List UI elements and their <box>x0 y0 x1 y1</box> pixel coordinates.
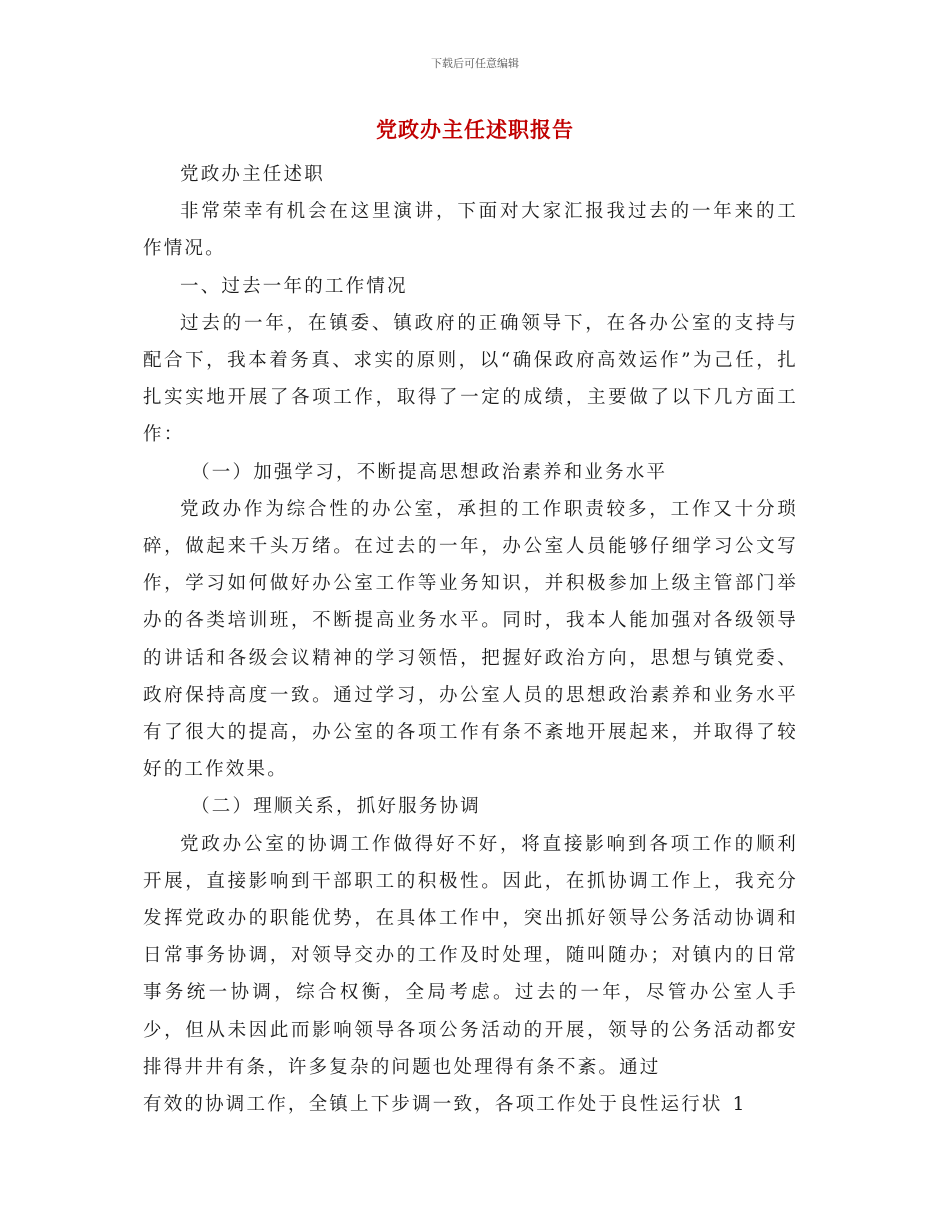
paragraph-overview: 过去的一年，在镇委、镇政府的正确领导下，在各办公室的支持与配合下，我本着务真、求实的原则，以“确保政府高效运作”为己任，扎扎实实地开展了各项工作，取得了一定的成绩，主要做了以下几方面工作： <box>143 312 798 446</box>
paragraph-study: 党政办作为综合性的办公室，承担的工作职责较多，工作又十分琐碎，做起来千头万绪。在过去的一年，办公室人员能够仔细学习公文写作，学习如何做好办公室工作等业务知识，并积极参加上级主管部门举办的各类培训班，不断提高业务水平。同时，我本人能加强对各级领导的讲话和各级会议精神的学习领悟，把握好政治方向，思想与镇党委、政府保持高度一致。通过学习，办公室人员的思想政治素养和业务水平有了很大的提高，办公室的各项工作有条不紊地开展起来，并取得了较好的工作效果。 <box>143 498 798 781</box>
document-body <box>143 156 798 1123</box>
subsection-heading-2: （二）理顺关系，抓好服务协调 <box>191 796 481 818</box>
subsection-heading-1: （一）加强学习，不断提高思想政治素养和业务水平 <box>191 461 668 483</box>
header-note: 下载后可任意编辑 <box>431 57 519 70</box>
paragraph-coordination: 党政办公室的协调工作做得好不好，将直接影响到各项工作的顺利开展，直接影响到干部职工的积极性。因此，在抓协调工作上，我充分发挥党政办的职能优势，在具体工作中，突出抓好领导公务活动协调和日常事务协调，对领导交办的工作及时处理，随叫随办；对镇内的日常事务统一协调，综合权衡，全局考虑。过去的一年，尽管办公室人手少，但从未因此而影响领导各项公务活动的开展，领导的公务活动都安排得井井有条，许多复杂的问题也处理得有条不紊。通过 <box>143 833 798 1078</box>
last-line-text: 有效的协调工作，全镇上下步调一致，各项工作处于良性运行状 <box>143 1094 723 1116</box>
paragraph-last-line <box>143 1086 798 1123</box>
document-title: 党政办主任述职报告 <box>376 117 574 142</box>
paragraph-heading-line: 党政办主任述职 <box>180 164 325 185</box>
paragraph-intro: 非常荣幸有机会在这里演讲，下面对大家汇报我过去的一年来的工作情况。 <box>143 201 798 260</box>
page-number: 1 <box>732 1094 747 1116</box>
section-heading-1: 一、过去一年的工作情况 <box>180 275 408 297</box>
